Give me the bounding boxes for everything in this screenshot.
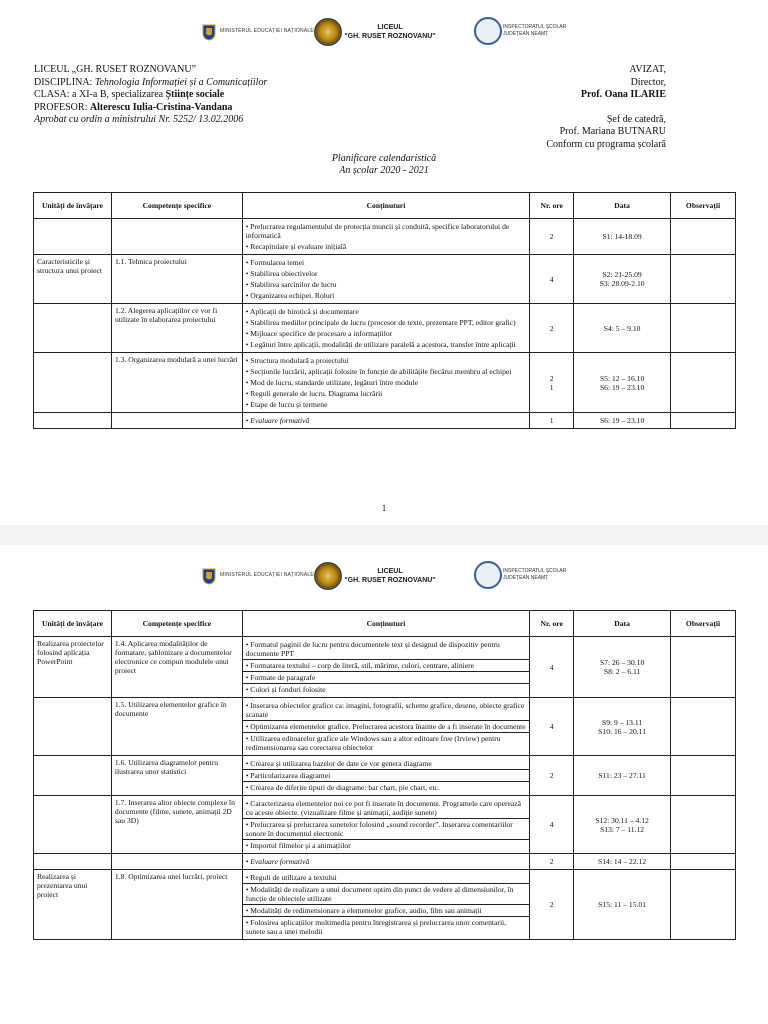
table-row — [34, 304, 736, 353]
head-of-department-label: Șef de catedră, — [606, 113, 666, 125]
date-line: S3: 28.09-2.10 — [599, 279, 645, 288]
hours-line: 2 — [549, 323, 554, 333]
content-item: • Optimizarea elementelor grafice. Prelucrarea acestora înainte de a fi inserate în documente — [243, 720, 530, 732]
hours-cell — [530, 698, 574, 756]
table-header-row — [34, 193, 736, 219]
hours-cell — [530, 637, 574, 698]
date-line: S4: 5 – 9.10 — [603, 323, 641, 333]
content-item: • Structura modulară a proiectului — [245, 356, 349, 365]
content-item: • Formularea temei — [245, 258, 305, 267]
curriculum-conformity: Conform cu programa școlară — [546, 138, 666, 150]
table-row — [34, 796, 736, 854]
school-banner-line1: LICEUL — [377, 24, 403, 31]
content-item: • Formatarea textului – corp de literă, stil, mărime, culori, centrare, aliniere — [243, 659, 530, 671]
content-item: • Modalități de realizare a unui document optim din punct de vedere al dimensiunilor, în funcție de obiectele utilizate — [243, 883, 530, 904]
table-row — [34, 854, 736, 870]
col-observations-header: Observații — [671, 193, 736, 219]
observations-cell — [671, 637, 736, 698]
hours-cell — [530, 756, 574, 796]
head-of-department-name: Prof. Mariana BUTNARU — [559, 126, 666, 137]
observations-cell — [671, 304, 736, 353]
col-unit-header: Unități de învățare — [34, 193, 112, 219]
school-seal-icon — [314, 18, 342, 46]
content-item: • Legături între aplicații, modalități de utilizare paralelă a acestora, transfer între aplicații — [245, 340, 516, 349]
title-line1: Planificare calendaristică — [331, 153, 437, 164]
content-item: • Mijloace specifice de procesare a informațiilor — [245, 329, 393, 338]
school-banner-name — [342, 567, 438, 585]
content-cell — [242, 756, 530, 796]
hours-cell — [530, 854, 574, 870]
table-row — [34, 637, 736, 698]
content-cell — [242, 413, 529, 429]
content-item: • Reguli de utilizare a textului — [245, 873, 337, 882]
unit-cell: Caracteristicile și structura unui proiect — [34, 255, 112, 304]
content-cell — [242, 796, 530, 854]
date-line: S14: 14 – 22.12 — [598, 857, 647, 866]
header-order: Aprobat cu ordin a ministrului Nr. 5252/ 13.02.2006 — [34, 114, 244, 125]
content-item: • Caracterizarea elementelor noi ce pot fi inserate în documente. Programele care operează cu aceste obiecte. (vizualizare filme și animații, audiție sunete) — [245, 799, 521, 817]
director-label: Director, — [630, 76, 666, 88]
date-line: S6: 19 – 23.10 — [599, 416, 645, 425]
date-cell — [574, 413, 671, 429]
isj-line2: JUDEȚEAN NEAMȚ — [503, 575, 549, 581]
isj-line2: JUDEȚEAN NEAMȚ — [503, 31, 549, 37]
table-row — [34, 255, 736, 304]
content-item: • Reguli generale de lucru. Diagrama lucrării — [245, 389, 383, 398]
table-row — [34, 870, 736, 940]
competence-cell: 1.6. Utilizarea diagramelor pentru ilustrarea unor statistici — [111, 756, 242, 796]
content-cell — [242, 698, 530, 756]
hours-line: 4 — [549, 820, 554, 829]
competence-cell — [111, 413, 242, 429]
unit-cell — [34, 854, 112, 870]
content-item: • Crearea de diferite tipuri de diagrame: bar chart, pie chart, etc. — [243, 781, 530, 793]
hours-line: 4 — [549, 662, 554, 672]
observations-cell — [671, 353, 736, 413]
col-competence-header: Competențe specifice — [111, 611, 242, 637]
date-cell — [574, 255, 671, 304]
document-header-right — [546, 64, 666, 151]
unit-cell — [34, 219, 112, 255]
content-cell — [242, 854, 530, 870]
date-line: S6: 19 – 23.10 — [599, 382, 645, 392]
content-cell — [242, 870, 530, 940]
observations-cell — [671, 698, 736, 756]
hours-line: 4 — [549, 722, 554, 731]
isj-seal-icon — [474, 561, 502, 589]
competence-cell — [111, 219, 242, 255]
header-discipline: DISCIPLINA: Tehnologia Informației și a Comunicațiilor — [34, 76, 268, 88]
content-item: • Crearea și utilizarea bazelor de date ce vor genera diagrame — [245, 759, 432, 768]
table-row — [34, 219, 736, 255]
unit-cell — [34, 413, 112, 429]
observations-cell — [671, 796, 736, 854]
hours-line: 2 — [549, 232, 554, 241]
content-item: • Mod de lucru, standarde utilizate, legături între module — [245, 378, 418, 387]
date-cell — [574, 698, 671, 756]
isj-line1: INSPECTORATUL ȘCOLAR — [503, 24, 567, 30]
ministry-name: MINISTERUL EDUCAȚIEI NAȚIONALE — [220, 28, 314, 34]
hours-cell — [530, 870, 574, 940]
date-cell — [574, 353, 671, 413]
observations-cell — [671, 854, 736, 870]
page-banner — [0, 14, 768, 54]
content-item: • Organizarea echipei. Roluri — [245, 291, 335, 300]
date-cell — [574, 756, 671, 796]
hours-cell — [530, 413, 574, 429]
romania-emblem-icon — [202, 23, 216, 41]
col-date-header: Data — [574, 193, 671, 219]
content-cell — [242, 637, 530, 698]
unit-cell — [34, 796, 112, 854]
date-line: S5: 12 – 16.10 — [599, 373, 645, 383]
date-line: S13: 7 – 11.12 — [600, 824, 645, 834]
content-cell — [242, 353, 529, 413]
competence-cell: 1.5. Utilizarea elementelor grafice în documente — [111, 698, 242, 756]
director-name: Prof. Oana ILARIE — [580, 89, 666, 100]
col-content-header: Conținuturi — [242, 193, 529, 219]
school-banner-line1: LICEUL — [377, 568, 403, 575]
date-line: S15: 11 – 15.01 — [598, 900, 646, 909]
content-item: • Modalități de redimensionare a elementelor grafice, audio, film sau animații — [243, 904, 530, 916]
hours-cell — [530, 796, 574, 854]
page-banner-2 — [0, 558, 768, 598]
date-cell — [574, 796, 671, 854]
content-item: • Evaluare formativă — [245, 416, 310, 425]
page-2 — [0, 545, 768, 1024]
date-cell — [574, 854, 671, 870]
date-line: S8: 2 – 6.11 — [603, 667, 641, 676]
unit-cell: Realizarea proiectelor folosind aplicația PowerPoint — [34, 637, 112, 698]
content-item: • Formate de paragrafe — [243, 671, 530, 683]
competence-cell: 1.1. Tehnica proiectului — [111, 255, 242, 304]
hours-line: 2 — [549, 900, 554, 909]
col-content-header: Conținuturi — [242, 611, 530, 637]
hours-cell — [530, 255, 574, 304]
col-competence-header: Competențe specifice — [111, 193, 242, 219]
content-item: • Folosirea aplicațiilor multimedia pentru înregistrarea și prelucrarea unor comentarii, sunete sau a unei melodii — [243, 916, 530, 937]
observations-cell — [671, 219, 736, 255]
content-item: • Aplicații de birotică și documentare — [245, 307, 359, 316]
content-item: • Recapitulare și evaluare inițială — [245, 242, 347, 251]
content-item: • Formatul paginii de lucru pentru documentele text și designul de dispozitiv pentru documente PPT — [245, 640, 500, 658]
unit-cell — [34, 698, 112, 756]
date-line: S9: 9 – 13.11 — [601, 717, 643, 727]
isj-name — [503, 568, 566, 582]
content-item: • Culori și fonduri folosite — [243, 683, 530, 695]
observations-cell — [671, 756, 736, 796]
table-row — [34, 353, 736, 413]
competence-cell — [111, 854, 242, 870]
schedule-table-page2 — [33, 610, 736, 940]
content-item: • Stabilirea obiectivelor — [245, 269, 318, 278]
hours-cell — [530, 304, 574, 353]
unit-cell: Realizarea și prezentarea unui proiect — [34, 870, 112, 940]
table-row — [34, 756, 736, 796]
unit-cell — [34, 756, 112, 796]
hours-line: 2 — [549, 857, 554, 866]
date-cell — [574, 304, 671, 353]
header-teacher: PROFESOR: Alterescu Iulia-Cristina-Vandana — [34, 101, 233, 113]
competence-cell: 1.8. Optimizarea unei lucrări, proiect — [111, 870, 242, 940]
date-line: S10: 16 – 20.11 — [598, 726, 646, 736]
content-item: • Inserarea obiectelor grafice ca: imagini, fotografii, scheme grafice, desene, obiecte grafice scanate — [245, 701, 525, 719]
content-item: • Particularizarea diagramei — [243, 769, 530, 781]
competence-cell: 1.4. Aplicarea modalităților de formatare, șablonizare a documentelor electronice ce compun modulele unui proiect — [111, 637, 242, 698]
content-item: • Utilizarea editoarelor grafice ale Windows sau a altor editoare free (Irview) pentru redimensionarea sau corectarea obiectelor — [243, 732, 530, 753]
date-line: S2: 21-25.09 — [602, 270, 642, 279]
content-item: • Prelucrarea regulamentului de protecția muncii și conduită, specifice laboratorului de informatică — [245, 222, 510, 240]
observations-cell — [671, 255, 736, 304]
hours-line: 1 — [549, 382, 554, 392]
content-cell — [242, 304, 529, 353]
hours-line: 2 — [549, 771, 554, 780]
schedule-table-page1 — [33, 192, 736, 429]
observations-cell — [671, 413, 736, 429]
content-cell — [242, 255, 529, 304]
competence-cell: 1.7. Inserarea altor obiecte complexe în documente (filme, sunete, animații 2D sau 3D) — [111, 796, 242, 854]
hours-cell — [530, 219, 574, 255]
observations-cell — [671, 870, 736, 940]
hours-cell — [530, 353, 574, 413]
competence-cell: 1.2. Alegerea aplicațiilor ce vor fi utilizate în elaborarea proiectului — [111, 304, 242, 353]
document-header-left — [34, 64, 267, 127]
school-banner-line2: "GH. RUSET ROZNOVANU" — [344, 577, 436, 584]
school-banner-name — [342, 23, 438, 41]
hours-line: 1 — [549, 416, 554, 425]
romania-emblem-icon — [202, 567, 216, 585]
isj-name — [503, 24, 566, 38]
content-item: • Prelucrarea și prelucrarea sunetelor folosind „sound recorder”. Inserarea comentariilor sonore în documentul electronic — [243, 818, 530, 839]
col-date-header: Data — [574, 611, 671, 637]
col-hours-header: Nr. ore — [530, 611, 574, 637]
content-item: • Etape de lucru și termene — [245, 400, 328, 409]
isj-seal-icon — [474, 17, 502, 45]
table-row — [34, 413, 736, 429]
content-item: • Secțiunile lucrării, aplicații folosite în funcție de abilitățile fiecărui membru al echipei — [245, 367, 512, 376]
unit-cell — [34, 353, 112, 413]
hours-line: 4 — [549, 274, 554, 284]
date-line: S12: 30.11 – 4.12 — [595, 815, 649, 825]
isj-line1: INSPECTORATUL ȘCOLAR — [503, 568, 567, 574]
date-cell — [574, 637, 671, 698]
ministry-name: MINISTERUL EDUCAȚIEI NAȚIONALE — [220, 572, 314, 578]
content-item: • Stabilirea mediilor principale de lucru (procesor de texte, prezentare PPT, editor grafic) — [245, 318, 516, 327]
document-title — [0, 153, 768, 177]
content-item: • Stabilirea sarcinilor de lucru — [245, 280, 337, 289]
header-school: LICEUL „GH. RUSET ROZNOVANU” — [34, 64, 197, 75]
title-line2: An școlar 2020 - 2021 — [339, 165, 429, 176]
col-observations-header: Observații — [671, 611, 736, 637]
content-item: • Evaluare formativă — [245, 857, 310, 866]
hours-line: 2 — [549, 373, 554, 383]
competence-cell: 1.3. Organizarea modulară a unei lucrări — [111, 353, 242, 413]
school-banner-line2: "GH. RUSET ROZNOVANU" — [344, 33, 436, 40]
header-class: CLASA: a XI-a B, specializarea Științe sociale — [34, 89, 225, 100]
approval-label: AVIZAT, — [629, 64, 666, 75]
table-row — [34, 698, 736, 756]
date-line: S1: 14-18.09 — [602, 232, 642, 241]
table-header-row — [34, 611, 736, 637]
school-seal-icon — [314, 562, 342, 590]
date-line: S7: 26 – 30.10 — [599, 658, 645, 667]
content-cell — [242, 219, 529, 255]
page-number: 1 — [381, 503, 387, 513]
date-cell — [574, 219, 671, 255]
content-item: • Importul filmelor și a animațiilor — [243, 839, 530, 851]
date-cell — [574, 870, 671, 940]
col-unit-header: Unități de învățare — [34, 611, 112, 637]
unit-cell — [34, 304, 112, 353]
col-hours-header: Nr. ore — [530, 193, 574, 219]
date-line: S11: 23 – 27.11 — [598, 771, 646, 780]
page-separator — [0, 525, 768, 545]
